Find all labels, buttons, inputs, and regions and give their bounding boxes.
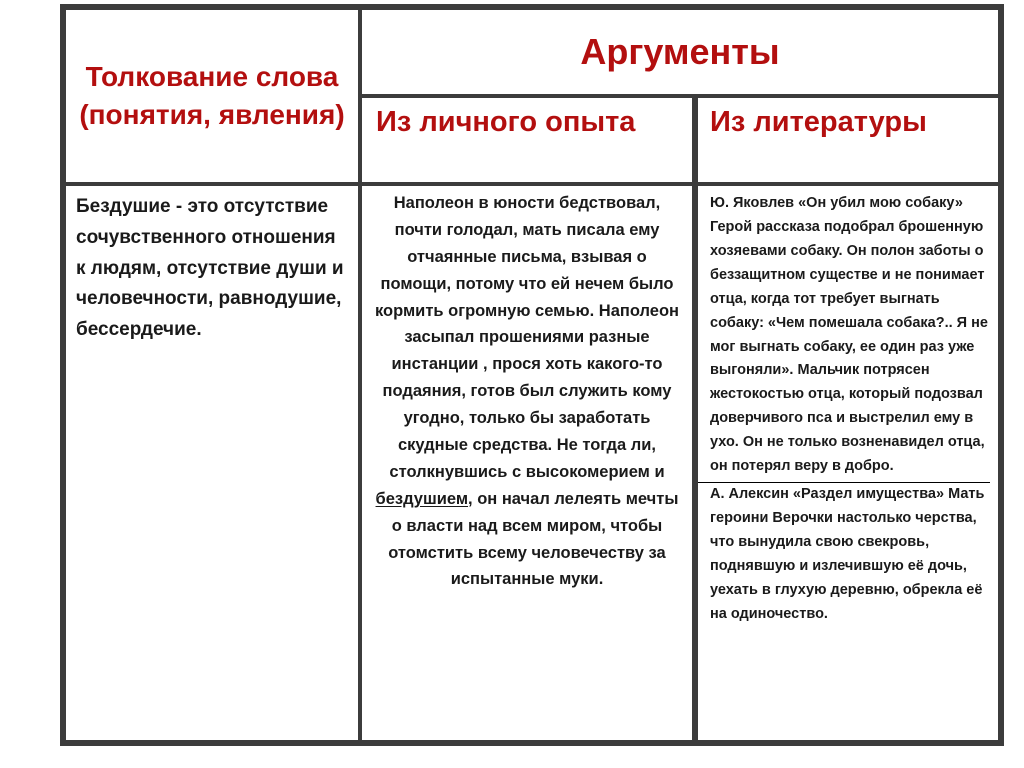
personal-text-before: Наполеон в юности бедствовал, почти голодал, мать писала ему отчаянные письма, взывая о помощи, потому что ей нечем было кормить огромную семью. Наполеон засыпал прошениями разные инстанции , прося хоть какого-то подаяния, готов был служить кому угодно, только бы заработать скудные средства. Не тогда ли, столкнувшись с высокомерием и xyxy=(374,194,679,481)
definition-cell xyxy=(66,186,358,740)
header-arguments xyxy=(362,10,998,94)
underlined-word: бездушием xyxy=(375,489,469,508)
header-personal xyxy=(362,98,692,182)
header-interpretation xyxy=(66,10,358,182)
personal-experience-cell xyxy=(362,186,692,740)
literature-cell xyxy=(698,186,998,740)
personal-experience-text xyxy=(372,190,682,593)
header-literature xyxy=(698,98,998,182)
personal-text-after: , он начал лелеять мечты о власти над всем миром, чтобы отомстить всему человечеству за испытанные муки. xyxy=(388,489,679,589)
header-arguments-text: Аргументы xyxy=(580,31,780,72)
header-interpretation-text: Толкование слова (понятия, явления) xyxy=(79,61,345,130)
literature-example-2: А. Алексин «Раздел имущества» Мать героини Верочки настолько черства, что вынудила свою свекровь, поднявшую и излечившую её дочь, уехать в глухую деревню, обрекла её на одиночество. xyxy=(710,486,985,622)
literature-example-1: Ю. Яковлев «Он убил мою собаку» Герой рассказа подобрал брошенную хозяевами собаку. Он полон заботы о беззащитном существе и не понимает отца, когда тот требует выгнать собаку: «Чем помешала собака?.. Я не мог выгнать собаку, ее один раз уже выгоняли». Мальчик потрясен жестокостью отца, который подозвал доверчивого пса и выстрелил ему в ухо. Он не только возненавидел отца, он потерял веру в добро. xyxy=(710,195,988,475)
header-personal-text: Из личного опыта xyxy=(376,106,636,138)
definition-text: Бездушие - это отсутствие сочувственного отношения к людям, отсутствие души и человечности, равнодушие, бессердечие. xyxy=(76,196,344,341)
header-literature-text: Из литературы xyxy=(710,106,927,138)
